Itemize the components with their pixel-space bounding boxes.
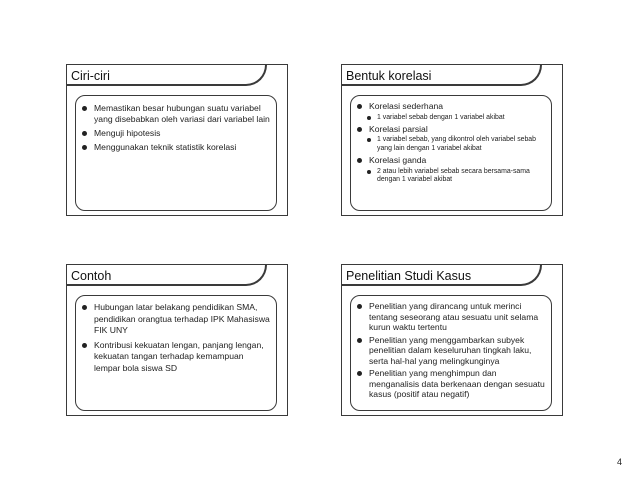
slide-content-box <box>75 295 277 411</box>
bullet-item: Kontribusi kekuatan lengan, panjang lengan, kekuatan tangan terhadap kemampuan lempar bola siswa SD <box>82 340 270 375</box>
bullet-item: Penelitian yang menghimpun dan menganalisis data berkenaan dengan sesuatu kasus (positif atau negatif) <box>357 368 545 400</box>
slide-title: Ciri-ciri <box>71 69 110 83</box>
slide-ciri-ciri <box>66 64 288 216</box>
bullet-item: Penelitian yang dirancang untuk merinci tentang seseorang atau sesuatu unit selama kurun waktu tertentu <box>357 301 545 333</box>
bullet-item: Hubungan latar belakang pendidikan SMA, pendidikan orangtua terhadap IPK Mahasiswa FIK UNY <box>82 302 270 337</box>
slide-title: Contoh <box>71 269 112 283</box>
page-number: 4 <box>616 457 622 467</box>
bullet-item: Memastikan besar hubungan suatu variabel yang disebabkan oleh variasi dari variabel lain <box>82 103 270 125</box>
bullet-item: Penelitian yang menggambarkan subyek penelitian dalam keseluruhan tingkah laku, serta hal-hal yang melingkunginya <box>357 335 545 367</box>
sub-bullet-item: 2 atau lebih variabel sebab secara bersama-sama dengan 1 variabel akibat <box>367 168 545 185</box>
slide-content-box <box>350 295 552 411</box>
sub-bullet-item: 1 variabel sebab dengan 1 variabel akibat <box>367 114 545 122</box>
slide-title: Bentuk korelasi <box>346 69 432 83</box>
sub-bullet-item: 1 variabel sebab, yang dikontrol oleh variabel sebab yang lain dengan 1 variabel akibat <box>367 136 545 153</box>
slide-content-box <box>75 95 277 211</box>
slide-bentuk-korelasi <box>341 64 563 216</box>
bullet-item: Korelasi ganda <box>357 155 545 166</box>
slide-penelitian-studi-kasus <box>341 264 563 416</box>
bullet-item: Korelasi parsial <box>357 124 545 135</box>
slide-title: Penelitian Studi Kasus <box>346 269 472 283</box>
bullet-item: Korelasi sederhana <box>357 101 545 112</box>
bullet-item: Menggunakan teknik statistik korelasi <box>82 142 270 153</box>
slide-contoh <box>66 264 288 416</box>
slide-content-box <box>350 95 552 211</box>
bullet-item: Menguji hipotesis <box>82 128 270 139</box>
